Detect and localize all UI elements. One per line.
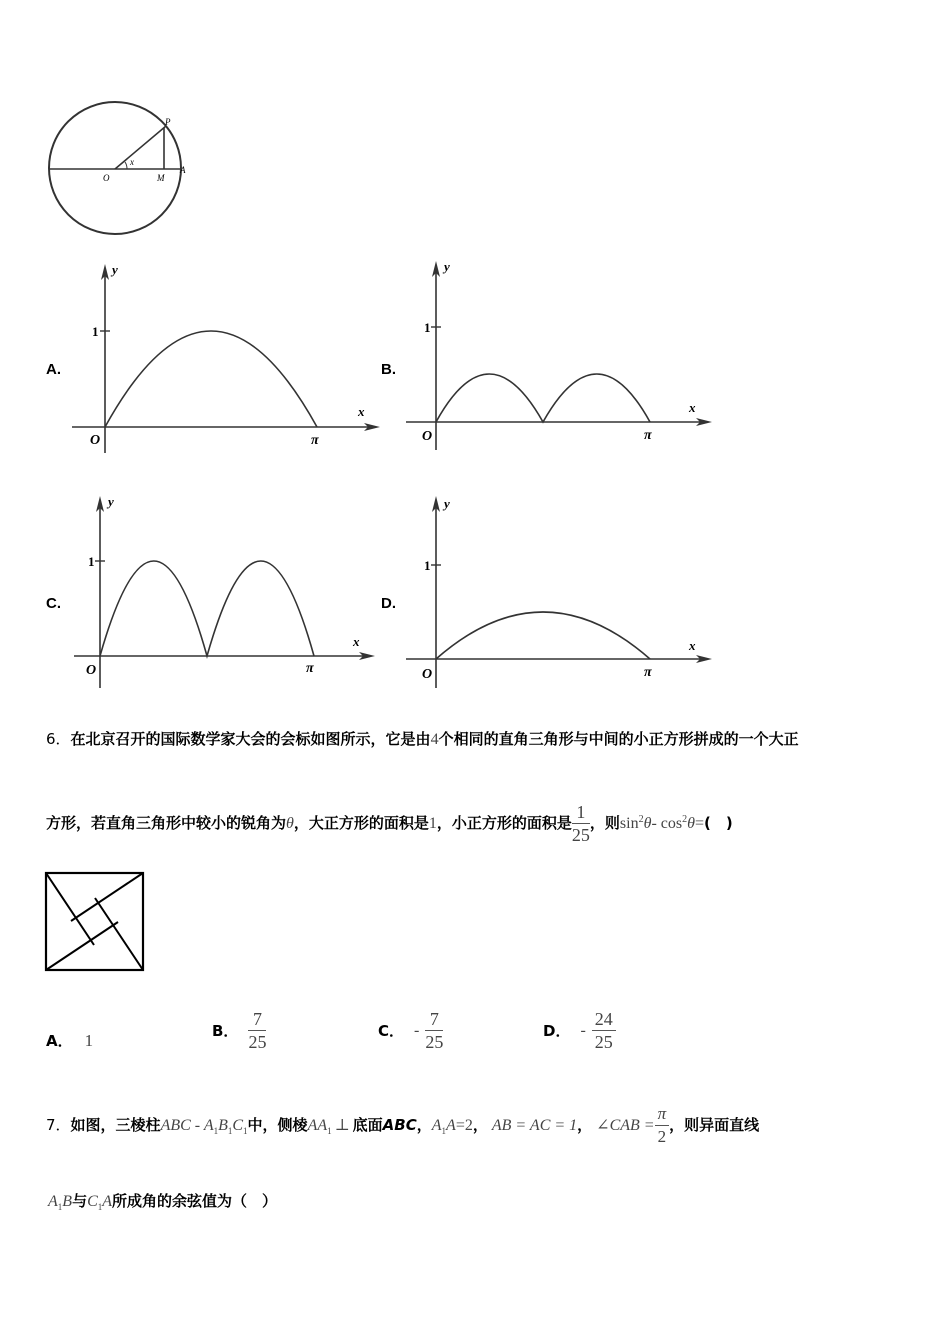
q6-text-2a: 方形，若直角三角形中较小的锐角为 bbox=[46, 814, 287, 832]
pi-over-2 bbox=[655, 1103, 670, 1148]
option-c-label: C. bbox=[46, 595, 61, 612]
expr-cos: cos bbox=[660, 815, 683, 832]
option-b-fraction bbox=[248, 1008, 266, 1053]
axis-one: 1 bbox=[424, 558, 431, 573]
line-c1a-c: C bbox=[87, 1193, 98, 1210]
sup-2b: 2 bbox=[682, 814, 688, 825]
axis-one: 1 bbox=[92, 324, 99, 339]
label-p: P bbox=[165, 117, 171, 127]
option-b-label: B． bbox=[212, 1022, 239, 1040]
ab-eq-ac: AB = AC = 1 bbox=[491, 1117, 578, 1134]
axis-pi: π bbox=[311, 433, 319, 448]
q6-text-2c: ，小正方形的面积是 bbox=[436, 814, 572, 832]
q7-yu: 与 bbox=[72, 1192, 88, 1210]
axis-origin: O bbox=[422, 429, 433, 444]
q6-number: 6． bbox=[46, 730, 71, 748]
sub-1f: 1 bbox=[57, 1202, 63, 1212]
option-c-sign: - bbox=[414, 1021, 420, 1039]
axis-y: y bbox=[444, 496, 450, 511]
option-c-fraction bbox=[425, 1008, 443, 1053]
option-a-label: A. bbox=[46, 361, 61, 378]
sup-2: 2 bbox=[638, 814, 644, 825]
theta: θ bbox=[286, 815, 294, 832]
expr-eq: = bbox=[694, 815, 704, 832]
axis-pi: π bbox=[306, 661, 314, 676]
frac-den: 2 bbox=[657, 1127, 667, 1146]
option-d-label: D. bbox=[381, 595, 396, 612]
q7-line2 bbox=[48, 1190, 277, 1212]
prism-c: C bbox=[232, 1117, 244, 1134]
comma-1: ， bbox=[416, 1116, 432, 1134]
frac-den: 25 bbox=[571, 825, 590, 845]
graph-c bbox=[70, 490, 390, 690]
q6-line2 bbox=[46, 790, 733, 854]
axis-x: x bbox=[689, 638, 696, 653]
axis-x: x bbox=[689, 400, 696, 415]
frac-num: 1 bbox=[572, 801, 590, 824]
prism-abc-a: ABC - A bbox=[160, 1117, 214, 1134]
axis-origin: O bbox=[90, 433, 101, 448]
small-square-area-fraction bbox=[572, 801, 590, 846]
q6-line1 bbox=[46, 728, 799, 749]
frac-num: 7 bbox=[425, 1008, 443, 1031]
q7-text-4: ，则异面直线 bbox=[669, 1116, 760, 1134]
axis-x: x bbox=[353, 634, 360, 649]
label-o: O bbox=[103, 173, 110, 183]
option-a-label: A． bbox=[46, 1032, 73, 1050]
line-a1b-b: B bbox=[62, 1193, 73, 1210]
option-d-sign: - bbox=[580, 1021, 586, 1039]
a1a-a: A bbox=[431, 1117, 442, 1134]
q6-option-d[interactable] bbox=[543, 1008, 616, 1053]
q7-text-2: 中，侧棱 bbox=[247, 1116, 308, 1134]
q7-text-5: 所成角的余弦值为（ ） bbox=[112, 1192, 278, 1210]
q7-text-1: 如图，三棱柱 bbox=[70, 1116, 161, 1134]
q6-text-1b: 个相同的直角三角形与中间的小正方形拼成的一个大正 bbox=[438, 730, 799, 748]
option-c-label: C． bbox=[378, 1022, 405, 1040]
frac-num: 24 bbox=[592, 1008, 616, 1031]
perp-symbol: ⊥ bbox=[334, 1117, 350, 1134]
sub-1d: 1 bbox=[327, 1126, 332, 1136]
unit-circle-figure bbox=[40, 95, 200, 240]
graph-d bbox=[402, 490, 722, 690]
axis-y: y bbox=[444, 259, 450, 274]
axis-y: y bbox=[112, 262, 118, 277]
expr-sin: sin bbox=[619, 815, 639, 832]
a1a-b: A bbox=[446, 1117, 456, 1134]
eq-2: =2 bbox=[455, 1117, 473, 1134]
sub-1b: 1 bbox=[227, 1126, 233, 1136]
line-c1a-a: A bbox=[102, 1193, 113, 1210]
frac-den: 25 bbox=[425, 1032, 444, 1052]
option-a-value: 1 bbox=[84, 1031, 94, 1050]
q7-number: 7． bbox=[46, 1116, 71, 1134]
graph-a bbox=[70, 258, 390, 458]
q7-line1 bbox=[46, 1095, 759, 1161]
theta-3: θ bbox=[687, 815, 695, 832]
theta-2: θ bbox=[643, 815, 652, 832]
q6-text-2b: ，大正方形的面积是 bbox=[293, 814, 429, 832]
q6-text-1: 在北京召开的国际数学家大会的会标如图所示，它是由 bbox=[70, 730, 431, 748]
sub-1: 1 bbox=[213, 1126, 219, 1136]
sub-1g: 1 bbox=[97, 1202, 103, 1212]
base-abc: ABC bbox=[382, 1116, 417, 1134]
label-m: M bbox=[157, 173, 165, 183]
axis-pi: π bbox=[644, 428, 652, 443]
q7-text-3: 底面 bbox=[352, 1116, 383, 1134]
option-d-label: D． bbox=[543, 1022, 571, 1040]
axis-pi: π bbox=[644, 665, 652, 680]
expr-minus: - bbox=[651, 815, 661, 832]
label-a: A bbox=[180, 165, 186, 175]
q6-option-c[interactable] bbox=[378, 1008, 443, 1053]
sub-1c: 1 bbox=[243, 1126, 248, 1136]
comma-2: ， bbox=[472, 1116, 488, 1134]
big-square-area: 1 bbox=[428, 815, 437, 832]
angle-cab: ∠CAB = bbox=[596, 1117, 655, 1134]
q6-option-b[interactable] bbox=[212, 1008, 266, 1053]
axis-one: 1 bbox=[88, 554, 95, 569]
q6-option-a[interactable] bbox=[46, 1030, 93, 1051]
graph-b bbox=[402, 255, 722, 455]
sub-1e: 1 bbox=[441, 1126, 447, 1136]
frac-num: π bbox=[655, 1103, 670, 1126]
label-x: x bbox=[130, 157, 134, 167]
axis-y: y bbox=[108, 494, 114, 509]
axis-origin: O bbox=[86, 663, 97, 678]
q6-number-4: 4 bbox=[430, 731, 439, 748]
axis-x: x bbox=[358, 404, 365, 419]
answer-paren: ( ) bbox=[704, 814, 733, 832]
frac-den: 25 bbox=[248, 1032, 267, 1052]
axis-origin: O bbox=[422, 667, 433, 682]
comma-3: ， bbox=[577, 1116, 593, 1134]
prism-b: B bbox=[218, 1117, 228, 1134]
frac-den: 25 bbox=[594, 1032, 613, 1052]
line-a1b-a: A bbox=[48, 1193, 58, 1210]
pinwheel-square-figure bbox=[44, 871, 146, 973]
q6-text-2d: ，则 bbox=[589, 814, 620, 832]
axis-one: 1 bbox=[424, 320, 431, 335]
option-d-fraction bbox=[592, 1008, 616, 1053]
edge-aa: AA bbox=[307, 1117, 328, 1134]
frac-num: 7 bbox=[248, 1008, 266, 1031]
option-b-label: B. bbox=[381, 361, 396, 378]
